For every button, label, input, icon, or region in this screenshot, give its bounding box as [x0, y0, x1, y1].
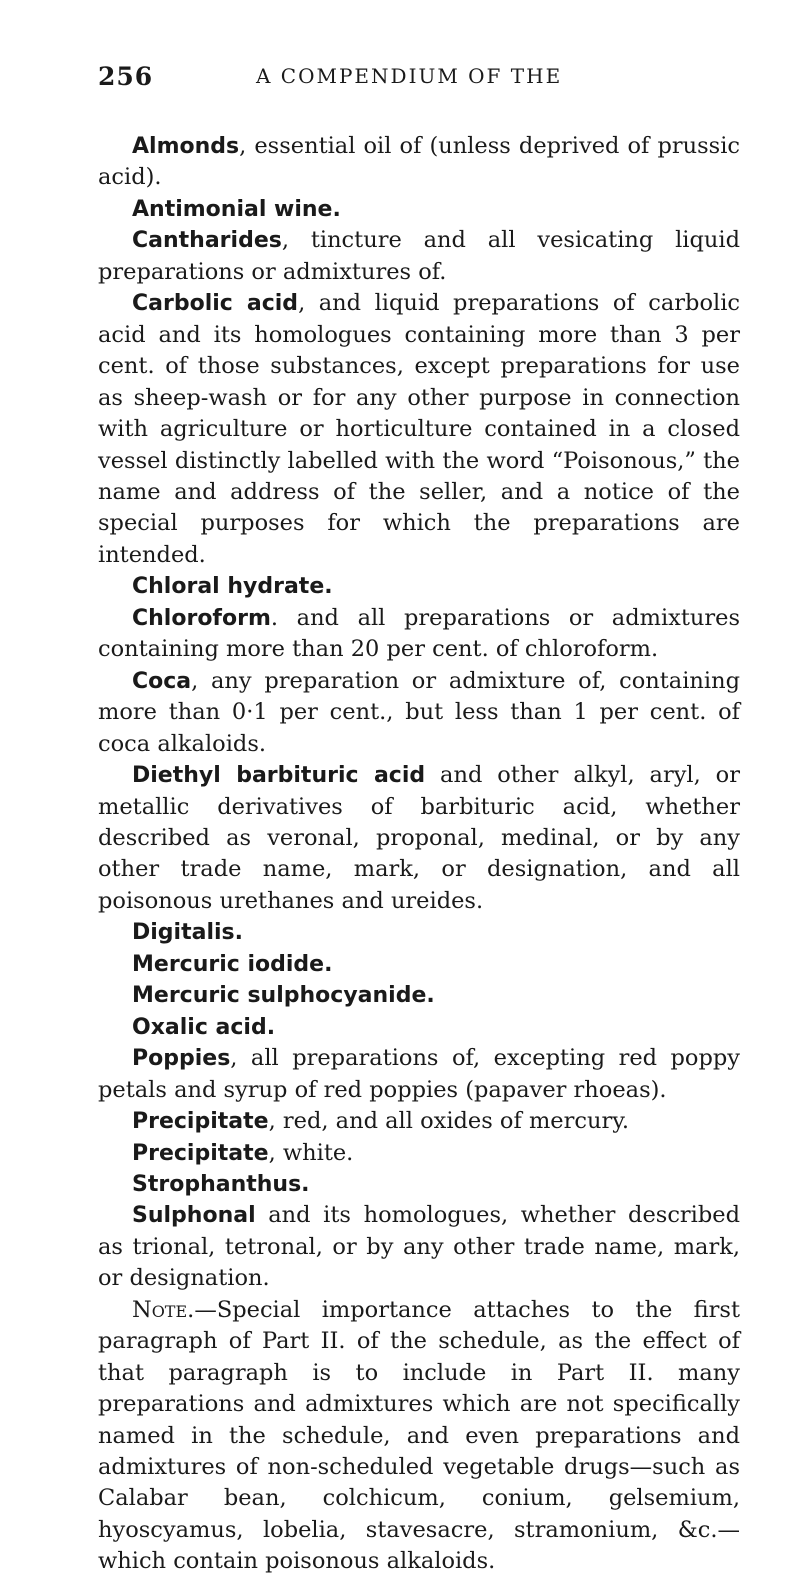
entry-description: , all preparations of, excepting red poppy petals and syrup of red poppies (papaver rhoeas).: [98, 1045, 740, 1103]
entry-description: and its homologues, whether described as trional, tetronal, or by any other trade name, mark, or designation.: [98, 1202, 740, 1292]
schedule-entry: [98, 949, 740, 980]
entry-term: Coca: [132, 668, 192, 694]
schedule-entry: [98, 980, 740, 1011]
schedule-entry: [98, 666, 740, 760]
note-text: —Special importance attaches to the first paragraph of Part II. of the schedule, as the effect of that paragraph is to include in Part II. many preparations and admixtures which are not specifically named in the schedule, and even preparations and admixtures of non-scheduled vegetable drugs—such as Calabar bean, colchicum, conium, gelsemium, hyoscyamus, lobelia, stavesacre, stramonium, &c.—which contain poisonous alkaloids.: [98, 1296, 740, 1575]
schedule-entry: [98, 571, 740, 602]
entry-description: , and liquid preparations of carbolic acid and its homologues containing more than 3 per cent. of those substances, except preparations for use as sheep-wash or for any other purpose in connection with agriculture or horticulture contained in a closed vessel distinctly labelled with the word “Poisonous,” the name and address of the seller, and a notice of the special purposes for which the preparations are intended.: [98, 290, 740, 568]
poison-schedule-list: [98, 131, 740, 1578]
entry-term: Digitalis.: [132, 920, 243, 946]
page-number: 256: [98, 62, 154, 91]
schedule-entry: [98, 131, 740, 194]
entry-term: Antimonial wine.: [132, 196, 341, 222]
schedule-entry: [98, 225, 740, 288]
schedule-entry: [98, 288, 740, 571]
schedule-entry: [98, 1043, 740, 1106]
entry-description: , white.: [268, 1139, 354, 1166]
schedule-entry: [98, 760, 740, 917]
schedule-entry: [98, 1012, 740, 1043]
schedule-entry: [98, 1200, 740, 1294]
entry-term: Cantharides: [132, 228, 282, 254]
entry-description: , essential oil of (unless deprived of prussic acid).: [98, 133, 740, 191]
entry-term: Mercuric sulphocyanide.: [132, 983, 435, 1009]
schedule-entry: [98, 194, 740, 225]
note-paragraph: [98, 1295, 740, 1578]
entry-term: Oxalic acid.: [132, 1014, 276, 1040]
schedule-entry: [98, 917, 740, 948]
entry-term: Diethyl barbituric acid: [132, 763, 426, 789]
note-label: Note.: [132, 1296, 195, 1323]
entry-term: Precipitate: [132, 1140, 269, 1166]
entry-description: , any preparation or admixture of, containing more than 0·1 per cent., but less than 1 per cent. of coca alkaloids.: [98, 667, 740, 757]
entry-description: and other alkyl, aryl, or metallic derivatives of barbituric acid, whether described as veronal, proponal, medinal, or by any other trade name, mark, or designation, and all poisonous urethanes and ureides.: [98, 762, 740, 914]
entry-term: Sulphonal: [132, 1203, 256, 1229]
schedule-entry: [98, 1169, 740, 1200]
entry-term: Poppies: [132, 1046, 231, 1072]
entry-term: Precipitate: [132, 1109, 269, 1135]
entry-term: Strophanthus.: [132, 1171, 310, 1197]
page-header: [98, 62, 738, 102]
schedule-entry: [98, 603, 740, 666]
entry-description: , red, and all oxides of mercury.: [268, 1108, 630, 1135]
schedule-entry: [98, 1138, 740, 1169]
entry-term: Carbolic acid: [132, 291, 299, 317]
schedule-entry: [98, 1106, 740, 1137]
running-title: A COMPENDIUM OF THE: [256, 64, 563, 88]
entry-term: Chloral hydrate.: [132, 574, 333, 600]
entry-term: Chloroform: [132, 605, 271, 631]
entry-description: . and all preparations or admixtures containing more than 20 per cent. of chloroform.: [98, 604, 740, 663]
entry-description: , tincture and all vesicating liquid preparations or admixtures of.: [98, 227, 740, 285]
entry-term: Almonds: [132, 134, 240, 159]
entry-term: Mercuric iodide.: [132, 951, 333, 977]
